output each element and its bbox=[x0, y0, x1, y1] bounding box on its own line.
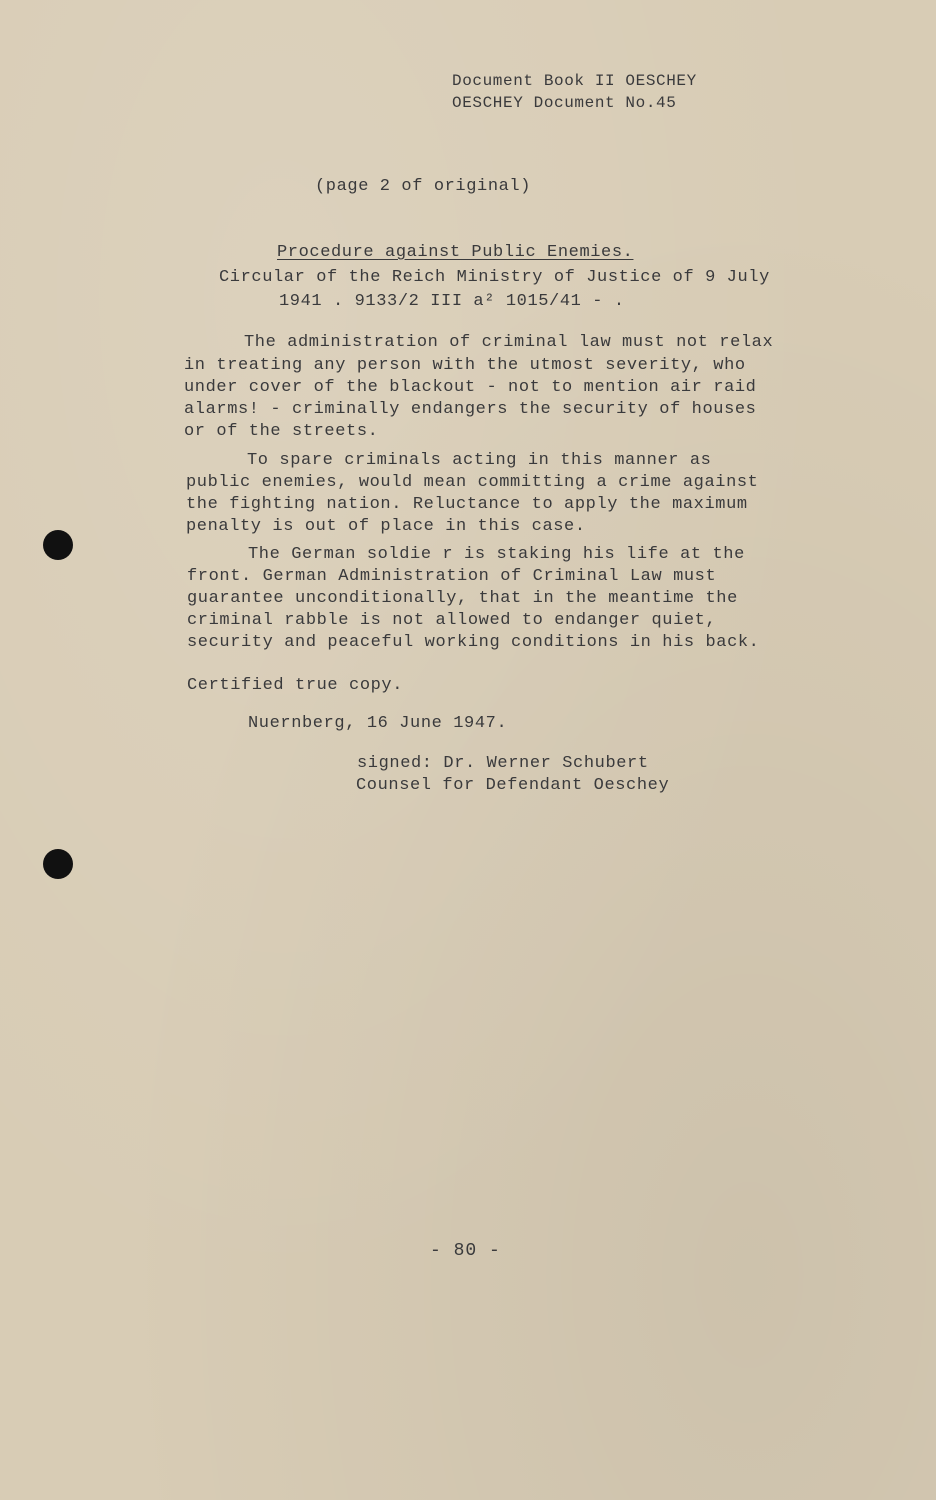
header-document-line: OESCHEY Document No.45 bbox=[452, 94, 677, 112]
certified-copy-text: Certified true copy. bbox=[187, 676, 404, 695]
place-date-text: Nuernberg, 16 June 1947. bbox=[248, 714, 508, 733]
paragraph-line: security and peaceful working conditions in his back. bbox=[187, 633, 760, 652]
paragraph-line: guarantee unconditionally, that in the meantime the bbox=[187, 589, 738, 608]
page-note: (page 2 of original) bbox=[315, 177, 532, 196]
paragraph-line: The German soldie r is staking his life at the bbox=[248, 545, 745, 564]
header-book-line: Document Book II OESCHEY bbox=[452, 72, 697, 90]
signatory-role: Counsel for Defendant Oeschey bbox=[356, 776, 670, 795]
title-circular-line: Circular of the Reich Ministry of Justice of 9 July bbox=[219, 268, 770, 287]
punch-hole-bottom bbox=[43, 849, 73, 879]
paragraph-line: under cover of the blackout - not to mention air raid bbox=[184, 378, 757, 397]
punch-hole-top bbox=[43, 530, 73, 560]
title-heading: Procedure against Public Enemies. bbox=[277, 243, 634, 262]
paragraph-line: public enemies, would mean committing a crime against bbox=[186, 473, 759, 492]
paragraph-line: the fighting nation. Reluctance to apply the maximum bbox=[186, 495, 748, 514]
paragraph-line: in treating any person with the utmost severity, who bbox=[184, 356, 746, 375]
paragraph-line: criminal rabble is not allowed to endanger quiet, bbox=[187, 611, 717, 630]
paragraph-line: or of the streets. bbox=[184, 422, 379, 441]
page-number: - 80 - bbox=[430, 1241, 501, 1261]
paragraph-line: alarms! - criminally endangers the security of houses bbox=[184, 400, 757, 419]
title-reference-line: 1941 . 9133/2 III a² 1015/41 - . bbox=[279, 292, 625, 311]
paragraph-line: front. German Administration of Criminal Law must bbox=[187, 567, 717, 586]
signature-line: signed: Dr. Werner Schubert bbox=[357, 754, 649, 773]
paragraph-line: The administration of criminal law must not relax bbox=[244, 333, 774, 352]
paragraph-line: penalty is out of place in this case. bbox=[186, 517, 586, 536]
paragraph-line: To spare criminals acting in this manner as bbox=[247, 451, 712, 470]
